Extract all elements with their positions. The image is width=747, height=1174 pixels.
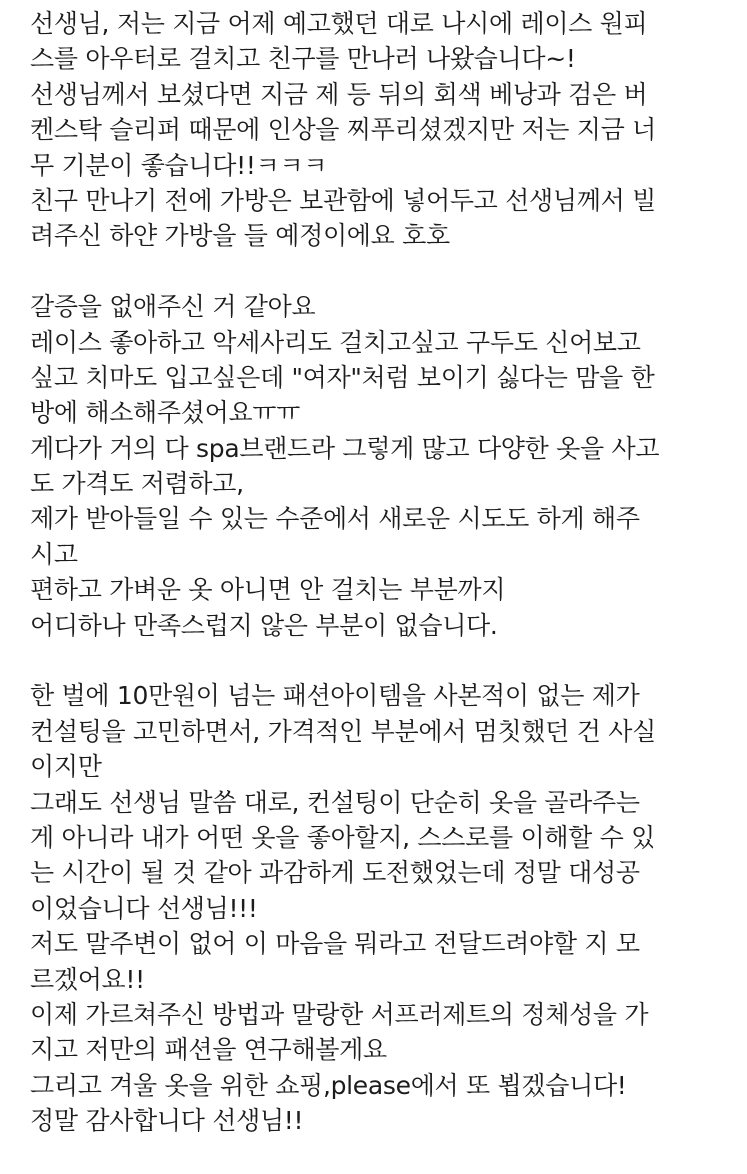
text-line: 싶고 치마도 입고싶은데 "여자"처럼 보이기 싫다는 맘을 한 [30, 362, 655, 392]
text-line: 그리고 겨울 옷을 위한 쇼핑,please에서 또 뵙겠습니다! [30, 1070, 627, 1100]
text-line: 이지만 [30, 752, 102, 782]
text-line: 갈증을 없애주신 거 같아요 [30, 292, 316, 322]
paragraph-gap [30, 643, 730, 678]
text-line: 방에 해소해주셨어요ㅠㅠ [30, 398, 300, 428]
paragraph [30, 289, 730, 643]
text-line: 켄스탁 슬리퍼 때문에 인상을 찌푸리셨겠지만 저는 지금 너 [30, 115, 656, 145]
text-line: 친구 만나기 전에 가방은 보관함에 넣어두고 선생님께서 빌 [30, 185, 656, 215]
text-line: 시고 [30, 539, 78, 569]
text-line: 레이스 좋아하고 악세사리도 걸치고싶고 구두도 신어보고 [30, 327, 641, 357]
text-line: 지고 저만의 패션을 연구해볼게요 [30, 1035, 387, 1065]
text-line: 컨설팅을 고민하면서, 가격적인 부분에서 멈칫했던 건 사실 [30, 716, 656, 746]
text-line: 스를 아우터로 걸치고 친구를 만나러 나왔습니다~! [30, 44, 576, 74]
text-line: 려주신 하얀 가방을 들 예정이에요 호호 [30, 221, 450, 251]
text-line: 도 가격도 저렴하고, [30, 469, 244, 499]
text-line: 르겠어요!! [30, 964, 145, 994]
text-line: 는 시간이 될 것 같아 과감하게 도전했었는데 정말 대성공 [30, 858, 640, 888]
text-line: 선생님께서 보셨다면 지금 제 등 뒤의 회색 베낭과 검은 버 [30, 79, 648, 109]
text-line: 정말 감사합니다 선생님!! [30, 1106, 304, 1136]
text-line: 어디하나 만족스럽지 않은 부분이 없습니다. [30, 610, 498, 640]
text-line: 이제 가르쳐주신 방법과 말랑한 서프러제트의 정체성을 가 [30, 999, 649, 1029]
paragraph [30, 678, 730, 1138]
message-body [30, 6, 730, 1139]
text-line: 그래도 선생님 말씀 대로, 컨설팅이 단순히 옷을 골라주는 [30, 787, 640, 817]
text-line: 이었습니다 선생님!!! [30, 893, 258, 923]
text-line: 선생님, 저는 지금 어제 예고했던 대로 나시에 레이스 원피 [30, 9, 648, 38]
text-line: 저도 말주변이 없어 이 마음을 뭐라고 전달드려야할 지 모 [30, 929, 640, 959]
text-line: 한 벌에 10만원이 넘는 패션아이템을 사본적이 없는 제가 [30, 681, 640, 711]
text-line: 무 기분이 좋습니다!!ㅋㅋㅋ [30, 150, 328, 180]
text-line: 편하고 가벼운 옷 아니면 안 걸치는 부분까지 [30, 575, 506, 605]
text-line: 게다가 거의 다 spa브랜드라 그렇게 많고 다양한 옷을 사고 [30, 433, 660, 463]
text-line: 제가 받아들일 수 있는 수준에서 새로운 시도도 하게 해주 [30, 504, 640, 534]
paragraph-gap [30, 254, 730, 289]
text-line: 게 아니라 내가 어떤 옷을 좋아할지, 스스로를 이해할 수 있 [30, 822, 656, 852]
paragraph [30, 6, 730, 254]
